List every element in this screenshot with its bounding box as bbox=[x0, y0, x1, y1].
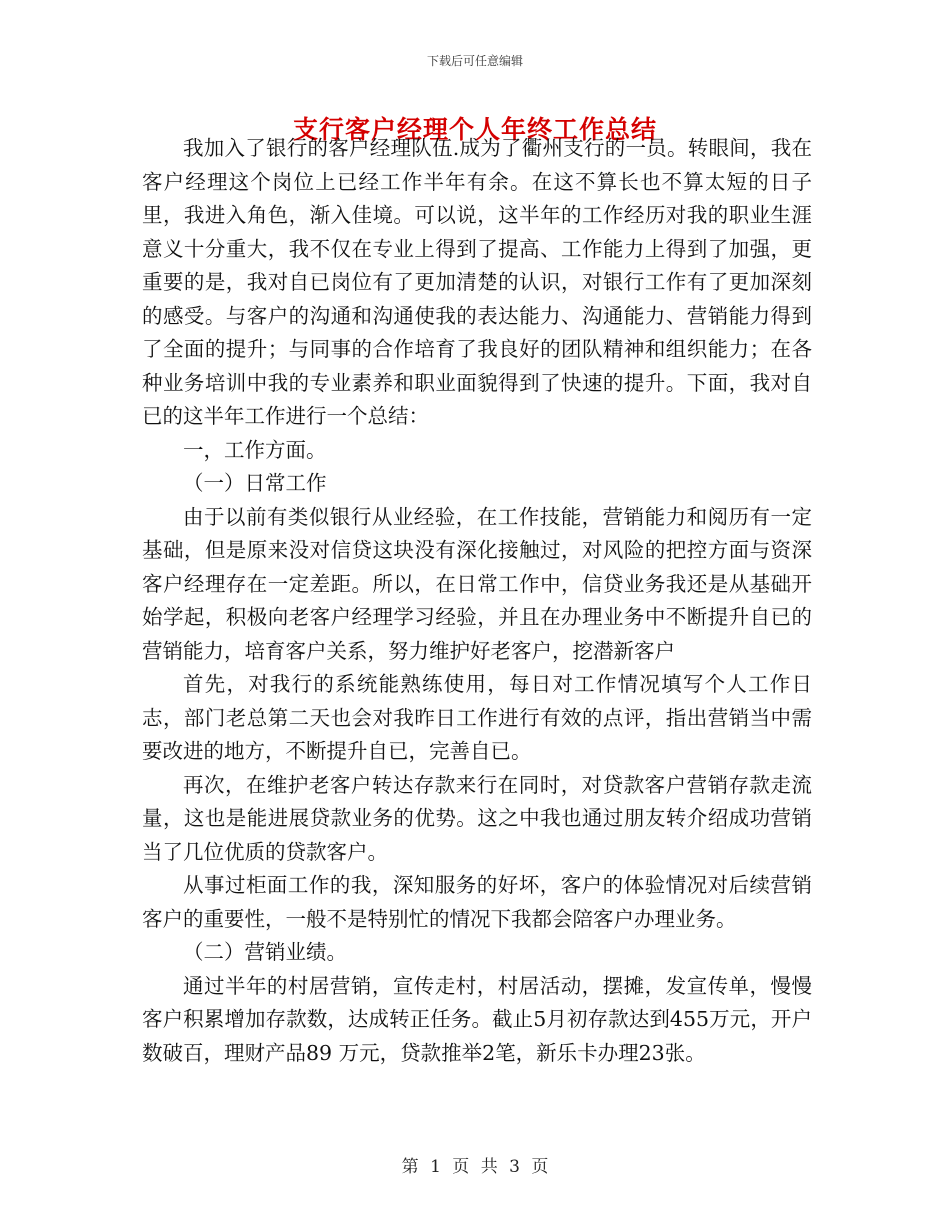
paragraph-performance: 通过半年的村居营销，宣传走村，村居活动，摆摊，发宣传单，慢慢客户积累增加存款数，达成转正任务。截止5月初存款达到455万元，开户数破百，理财产品89 万元，贷款推举2笔，新乐卡办理23张。 bbox=[142, 973, 812, 1065]
paragraph-first: 首先，对我行的系统能熟练使用，每日对工作情况填写个人工作日志，部门老总第二天也会对我昨日工作进行有效的点评，指出营销当中需要改进的地方，不断提升自已，完善自已。 bbox=[142, 672, 812, 763]
document-title: 支行客户经理个人年终工作总结 bbox=[292, 115, 657, 144]
document-body bbox=[142, 132, 812, 1070]
subheading-performance: （二）营销业绩。 bbox=[183, 940, 347, 964]
paragraph-daily-work: 由于以前有类似银行从业经验，在工作技能，营销能力和阅历有一定基础，但是原来没对信贷这块没有深化接触过，对风险的把控方面与资深客户经理存在一定差距。所以，在日常工作中，信贷业务我还是从基础开始学起，积极向老客户经理学习经验，并且在办理业务中不断提升自已的营销能力，培育客户关系，努力维护好老客户，挖潜新客户 bbox=[142, 504, 812, 663]
header-note: 下载后可任意编辑 bbox=[426, 54, 523, 68]
paragraph-intro: 我加入了银行的客户经理队伍.成为了衢州支行的一员。转眼间，我在客户经理这个岗位上已经工作半年有余。在这不算长也不算太短的日子里，我进入角色，渐入佳境。可以说，这半年的工作经历对我的职业生涯意义十分重大，我不仅在专业上得到了提高、工作能力上得到了加强，更重要的是，我对自已岗位有了更加清楚的认识，对银行工作有了更加深刻的感受。与客户的沟通和沟通使我的表达能力、沟通能力、营销能力得到了全面的提升；与同事的合作培育了我良好的团队精神和组织能力；在各种业务培训中我的专业素养和职业面貌得到了快速的提升。下面，我对自已的这半年工作进行一个总结： bbox=[142, 136, 812, 428]
subheading-daily-work: （一）日常工作 bbox=[183, 471, 327, 495]
page-number: 第 1 页 共 3 页 bbox=[401, 1157, 549, 1177]
section-heading-work: 一，工作方面。 bbox=[183, 437, 327, 462]
paragraph-again: 再次，在维护老客户转达存款来行在同时，对贷款客户营销存款走流量，这也是能进展贷款业务的优势。这之中我也通过朋友转介绍成功营销当了几位优质的贷款客户。 bbox=[142, 772, 812, 864]
paragraph-service: 从事过柜面工作的我，深知服务的好坏，客户的体验情况对后续营销客户的重要性，一般不是特别忙的情况下我都会陪客户办理业务。 bbox=[142, 873, 812, 931]
